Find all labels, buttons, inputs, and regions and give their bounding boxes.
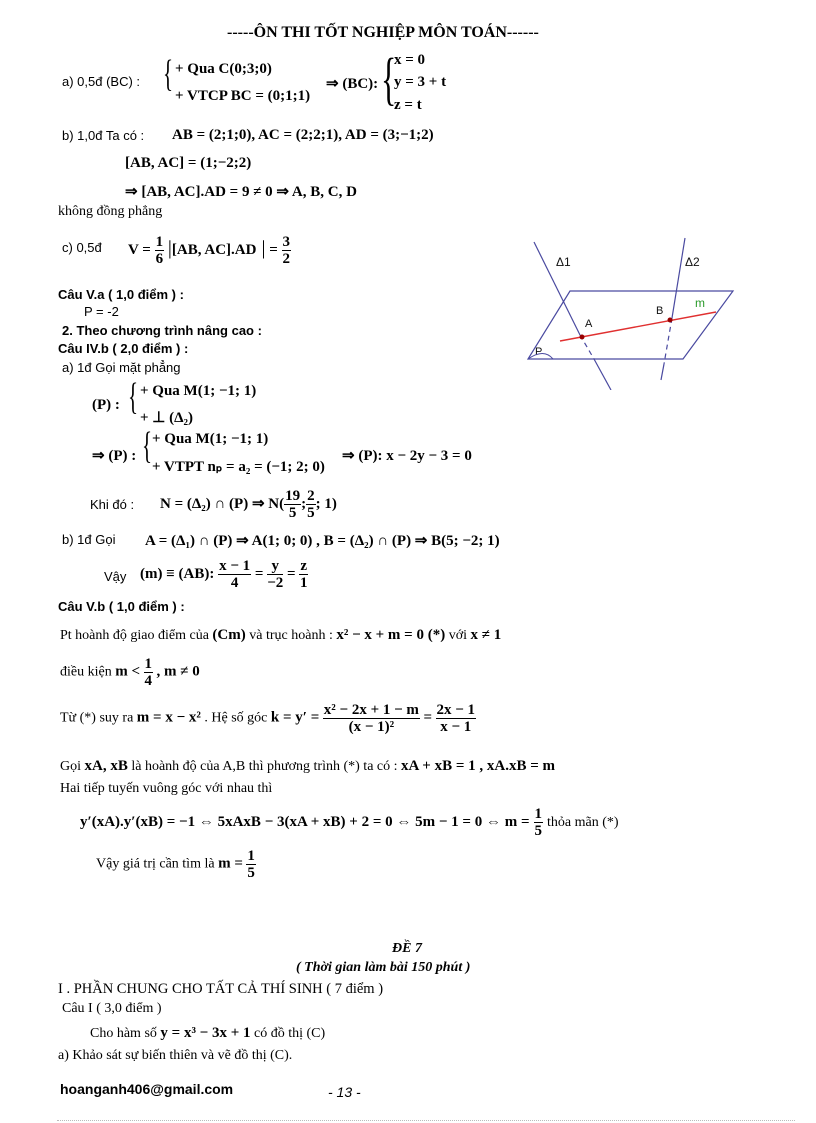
- b-label: B: [656, 305, 664, 317]
- m-label: m: [695, 296, 705, 310]
- curve-cm: (Cm): [212, 627, 246, 643]
- plane-p-equation: ⇒ (P): x − 2y − 3 = 0: [342, 448, 472, 464]
- given-function: [90, 1025, 325, 1042]
- numerator: 3: [282, 234, 291, 250]
- delta1-label: Δ1: [556, 255, 571, 269]
- question-one-title: Câu I ( 3,0 điểm ): [62, 1001, 162, 1016]
- numerator: 1: [155, 234, 164, 250]
- fraction: [299, 558, 308, 591]
- p-label: P: [535, 346, 543, 358]
- point-a: [580, 335, 585, 340]
- m-nonzero: , m ≠ 0: [156, 663, 200, 680]
- exam-time: ( Thời gian làm bài 150 phút ): [296, 960, 471, 975]
- cau-ivb-title: Câu IV.b ( 2,0 điểm ) :: [58, 341, 189, 356]
- volume-expr: [AB, AC].AD: [171, 241, 257, 258]
- text: Vậy giá trị cần tìm là: [96, 856, 215, 872]
- cau-ivb-b-label: b) 1đ Gọi: [62, 532, 116, 547]
- plane-p-line-2: + ⊥ (Δ₂): [140, 410, 194, 426]
- text: Cho hàm số: [90, 1026, 157, 1041]
- plane-p-line-1: + Qua M(1; −1; 1): [140, 383, 257, 399]
- numerator: 1: [144, 656, 153, 672]
- m-expression: m = x − x²: [136, 709, 201, 726]
- line-m-prefix: (m) ≡ (AB):: [140, 565, 215, 582]
- quadratic-equation: x² − x + m = 0 (*): [336, 627, 446, 643]
- denominator: 4: [230, 575, 239, 591]
- footer-divider: [57, 1120, 795, 1121]
- brace-icon: {: [128, 376, 139, 418]
- denominator: 5: [534, 823, 543, 839]
- text: với: [448, 628, 468, 643]
- bc-param-z: z = t: [394, 97, 422, 113]
- delta2-label: Δ2: [685, 255, 700, 269]
- point-n-prefix: N = (Δ₂) ∩ (P) ⇒ N(: [160, 495, 285, 512]
- part-c-label: c) 0,5đ: [62, 240, 102, 255]
- perpendicular-tangents: Hai tiếp tuyến vuông góc với nhau thì: [60, 781, 273, 796]
- cau-va-title: Câu V.a ( 1,0 điểm ) :: [58, 287, 184, 302]
- tangent-expr: y′(xA).y′(xB) = −1 ⇔ 5xAxB − 3(xA + xB) + 2 = 0 ⇔ 5m − 1 = 0 ⇔ m =: [80, 814, 530, 831]
- intersection-line: [60, 627, 501, 644]
- volume-eq: =: [269, 241, 278, 258]
- numerator: y: [267, 558, 283, 575]
- denominator: 5: [307, 505, 315, 521]
- denominator: 5: [288, 505, 297, 521]
- denominator: x − 1: [440, 719, 472, 735]
- plane-p2-line-1: + Qua M(1; −1; 1): [152, 431, 269, 447]
- line-m-equation: (m) ≡ (AB): $\frac{x - 1}{4}$ = $\frac{y}{-2}$ = $\frac{z}{1}$: [140, 558, 308, 591]
- khi-do-label: Khi đó :: [90, 497, 135, 512]
- text: điều kiện: [60, 664, 112, 680]
- delta2-line-hidden: [664, 318, 672, 364]
- task-a: a) Khảo sát sự biến thiên và vẽ đồ thị (C).: [58, 1048, 293, 1063]
- coplanar-conclusion: không đồng phẳng: [58, 204, 163, 219]
- bc-implies: ⇒ (BC):: [326, 76, 379, 92]
- denominator: 2: [282, 251, 291, 267]
- fraction: [323, 702, 420, 735]
- denominator: 5: [247, 865, 255, 881]
- final-answer: [96, 848, 256, 881]
- numerator: x² − 2x + 1 − m: [323, 702, 419, 718]
- footer-email: hoanganh406@gmail.com: [60, 1081, 234, 1097]
- cau-va-answer: P = -2: [84, 304, 119, 319]
- brace-icon: {: [163, 53, 174, 95]
- bc-param-x: x = 0: [394, 52, 426, 68]
- point-n-expr: [160, 488, 337, 521]
- volume-v: V =: [128, 241, 151, 258]
- fraction: [144, 656, 154, 689]
- fraction: [534, 806, 544, 839]
- plane-p2-line-2: + VTPT nₚ = a₂ = (−1; 2; 0): [152, 459, 325, 475]
- m-less: m <: [115, 663, 141, 680]
- point-b: [668, 318, 673, 323]
- slope-line: Từ (*) suy ra m = x − x² . Hệ số góc k = y′ = $\frac{\text{x² − 2x + 1 − m}}{\text{(x − 1)²}}$ = $\frac{2x - 1}{x - 1}$: [60, 702, 476, 735]
- vieta-formulas: xA + xB = 1 , xA.xB = m: [401, 758, 555, 774]
- fraction: [282, 234, 292, 267]
- cross-product: [AB, AC] = (1;−2;2): [125, 155, 252, 171]
- numerator: x − 1: [219, 558, 251, 574]
- vieta-line: [60, 758, 555, 775]
- vectors-ab-ac-ad: AB = (2;1;0), AC = (2;2;1), AD = (3;−1;2): [172, 127, 434, 143]
- bc-param-y: y = 3 + t: [394, 74, 447, 90]
- volume-formula: V = $\frac{1}{6}$ |[AB, AC].AD | = $\frac{3}{2}$: [128, 234, 291, 267]
- condition-line: [60, 656, 200, 689]
- numerator: 1: [247, 848, 255, 864]
- brace-icon: {: [142, 425, 153, 467]
- denominator: 4: [144, 673, 153, 689]
- bc-system-line-1: + Qua C(0;3;0): [175, 61, 272, 77]
- slope-k: k = y′ =: [270, 709, 320, 726]
- vay-label: Vậy: [104, 569, 127, 584]
- tangent-condition: [80, 806, 619, 839]
- brace-icon: {: [381, 46, 397, 111]
- fraction: [155, 234, 165, 267]
- fraction: [306, 488, 316, 521]
- fraction: [267, 558, 283, 591]
- denominator: 6: [155, 251, 164, 267]
- points-a-b-expr: A = (Δ₁) ∩ (P) ⇒ A(1; 0; 0) , B = (Δ₂) ∩ (P) ⇒ B(5; −2; 1): [145, 533, 500, 549]
- delta1-line-lower: [594, 359, 611, 390]
- page-number: - 13 -: [328, 1084, 361, 1100]
- numerator: 2: [307, 488, 315, 504]
- separator: ;: [301, 495, 307, 512]
- m-equals: m =: [218, 855, 243, 872]
- text: Từ (*) suy ra: [60, 710, 134, 726]
- roots: xA, xB: [84, 758, 128, 774]
- denominator: −2: [267, 575, 284, 591]
- geometry-figure: [520, 234, 740, 390]
- text: và trục hoành :: [249, 628, 333, 643]
- fraction: [436, 702, 477, 735]
- page-header-title: -----ÔN THI TỐT NGHIỆP MÔN TOÁN------: [227, 24, 539, 41]
- text: . Hệ số góc: [204, 710, 268, 726]
- part-one-title: I . PHẦN CHUNG CHO TẤT CẢ THÍ SINH ( 7 điểm ): [58, 981, 384, 997]
- part-a-label: a) 0,5đ (BC) :: [62, 74, 141, 89]
- numerator: 19: [285, 488, 301, 504]
- denominator: (x − 1)²: [348, 719, 395, 735]
- mixed-product: ⇒ [AB, AC].AD = 9 ≠ 0 ⇒ A, B, C, D: [125, 184, 357, 200]
- function-expr: y = x³ − 3x + 1: [160, 1025, 251, 1041]
- cau-vb-title: Câu V.b ( 1,0 điểm ) :: [58, 599, 185, 614]
- part-b-label: b) 1,0đ Ta có :: [62, 128, 145, 143]
- fraction: [284, 488, 301, 521]
- condition: x ≠ 1: [470, 627, 502, 643]
- numerator: 2x − 1: [436, 702, 476, 718]
- plane-p-label: (P) :: [92, 397, 120, 413]
- numerator: 1: [534, 806, 543, 822]
- text: là hoành độ của A,B thì phương trình (*) ta có :: [131, 759, 398, 774]
- delta2-line-lower: [661, 364, 664, 380]
- point-n-suffix: ; 1): [315, 495, 337, 512]
- denominator: 1: [299, 575, 308, 591]
- satisfies: thỏa mãn (*): [547, 815, 619, 831]
- text: có đồ thị (C): [254, 1026, 326, 1041]
- a-label: A: [585, 318, 593, 330]
- plane-p2-implies: ⇒ (P) :: [92, 448, 137, 464]
- fraction: [246, 848, 256, 881]
- cau-ivb-a-label: a) 1đ Gọi mặt phẳng: [62, 360, 181, 375]
- program-title: 2. Theo chương trình nâng cao :: [62, 323, 262, 338]
- delta2-line-upper: [672, 238, 685, 318]
- fraction: [218, 558, 251, 591]
- numerator: z: [300, 558, 308, 574]
- bc-system-line-2: + VTCP BC = (0;1;1): [175, 88, 311, 104]
- text: Gọi: [60, 759, 81, 774]
- text: Pt hoành độ giao điểm của: [60, 628, 209, 643]
- exam-title: ĐỀ 7: [392, 941, 422, 956]
